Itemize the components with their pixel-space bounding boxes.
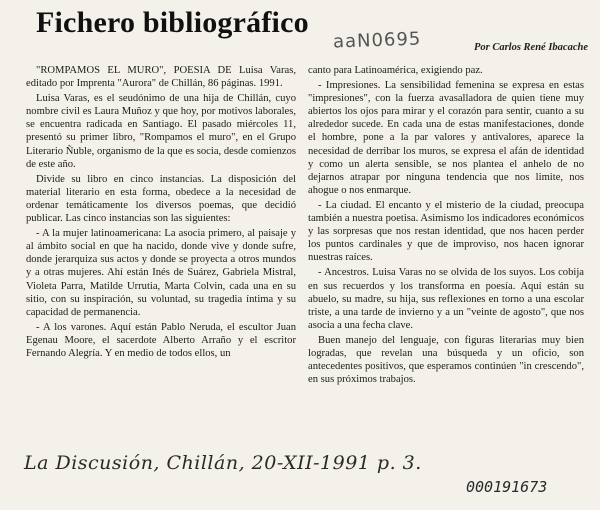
paragraph: - A la mujer latinoamericana: La asocia primero, al paisaje y al ámbito social en que ha nacido, donde vive y donde sufre, donde jerarquiza sus actos y donde se proyecta a otros mundos y a otras mujeres. Ahí están Inés de Suárez, Gabriela Mistral, Violeta Parra, Matilde Urrutia, Marta Colvin, cada una en su sitio, con su inspiración, su voluntad, su tragedia íntima y su capacidad de permanencia. — [26, 228, 296, 318]
page-title: Fichero bibliográfico — [36, 6, 309, 39]
paragraph: "ROMPAMOS EL MURO", POESIA DE Luisa Varas, editado por Imprenta "Aurora" de Chillán, 86 páginas. 1991. — [26, 65, 296, 90]
paragraph: - Ancestros. Luisa Varas no se olvida de los suyos. Los cobija en sus recuerdos y los transforma en poesía. Aquí están su abuelo, su madre, su hija, sus reflexiones en torno a una escolar triste, a una tarde de invierno y a un "veinte de agosto", que nos asocia a una fecha clave. — [308, 267, 584, 331]
paragraph: canto para Latinoamérica, exigiendo paz. — [308, 65, 483, 76]
left-column — [26, 64, 296, 362]
paragraph: - Impresiones. La sensibilidad femenina se expresa en estas "impresiones", con la fuerza avasalladora de quien tiene muy abiertos los ojos para mirar y el corazón para sentir, cuanto a su alrededor sucede. En cada una de estas manifestaciones, donde el hombre, pone a la par valores y antivalores, aparece la necesidad de derribar los muros, se expresa el afán de identidad y como un alerta sensible, se nos plantea el anhelo de no dejarnos atrapar por ninguna tendencia que nos limite, nos ahogue o nos enmarque. — [308, 80, 584, 196]
handwritten-source-note: La Discusión, Chillán, 20-XII-1991 p. 3. — [24, 452, 422, 474]
archive-stamp: aaN0695 — [332, 28, 422, 53]
paragraph: Buen manejo del lenguaje, con figuras literarias muy bien logradas, que revelan una búsqueda y un oficio, son antecedentes positivos, que esperamos continúen "in crescendo", en sus próximos trabajos. — [308, 334, 584, 386]
paragraph: - A los varones. Aquí están Pablo Neruda, el escultor Juan Egenau Moore, el sacerdote Alberto Arraño y el escritor Fernando Alegría. Y en medio de todos ellos, un — [26, 321, 296, 359]
paragraph: Divide su libro en cinco instancias. La disposición del material literario en esta forma, obedece a la necesidad de ordenar temáticamente los diversos poemas, que decidió publicar. Las cinco instancias son las siguientes: — [26, 173, 296, 225]
archive-code: 000191673 — [466, 478, 548, 496]
paragraph: - La ciudad. El encanto y el misterio de la ciudad, preocupa también a nuestra poetisa. Asimismo los indicadores económicos y las sorpresas que nos restan identidad, que nos hacen perder los puntos cardinales y que de improviso, nos hacen ignorar nuestras raíces. — [308, 199, 584, 264]
paragraph: Luisa Varas, es el seudónimo de una hija de Chillán, cuyo nombre civil es Laura Muñoz y que hoy, por motivos laborales, se encuentra radicada en Santiago. El pasado miércoles 11, presentó su primer libro, "Rompamos el muro", en el Grupo Literario Ñuble, organismo de la que es socia, desde comienzos de este año. — [26, 93, 296, 170]
right-column — [308, 64, 584, 388]
author-byline: Por Carlos René Ibacache — [473, 42, 588, 53]
